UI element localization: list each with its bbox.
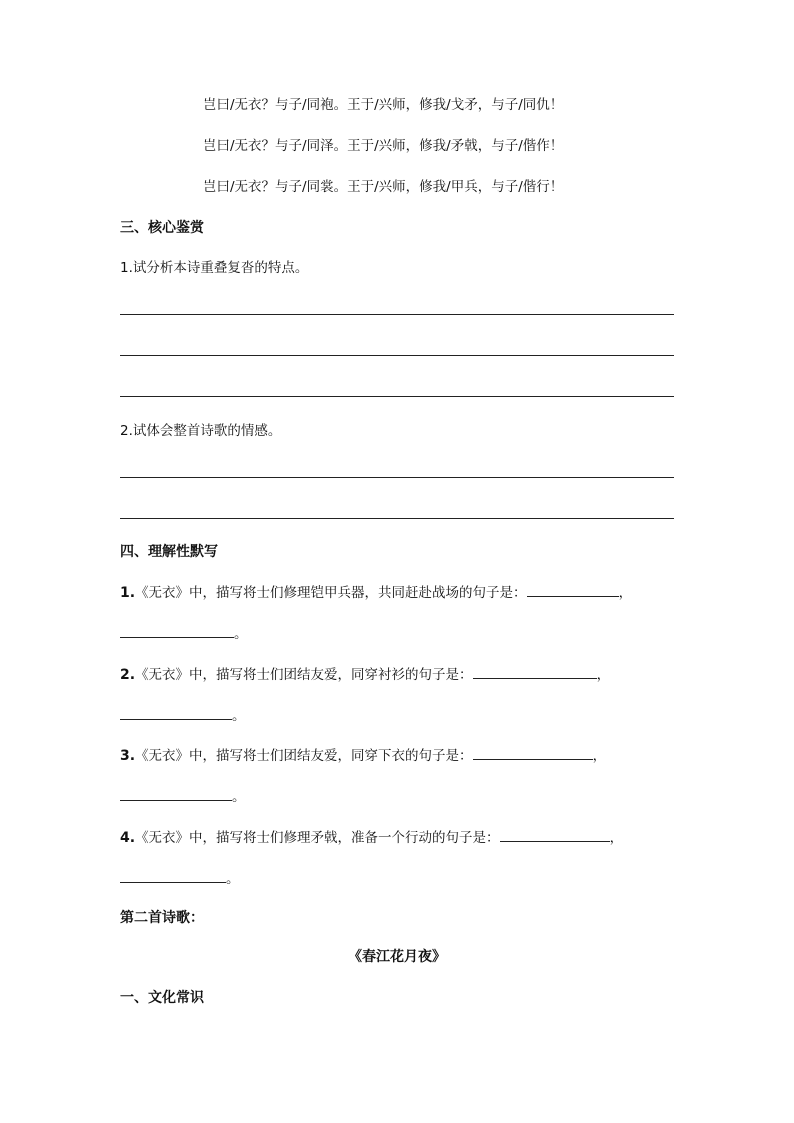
- fill-item-number: 2.: [120, 667, 136, 683]
- fill-blank[interactable]: [527, 582, 619, 597]
- fill-comma: ，: [596, 667, 611, 683]
- fill-item-text: 《无衣》中，描写将士们团结友爱，同穿下衣的句子是：: [135, 748, 473, 764]
- fill-item-text: 《无衣》中，描写将士们修理矛戟，准备一个行动的句子是：: [135, 830, 500, 846]
- poem-line-2: 岂曰/无衣？与子/同泽。王于/兴师，修我/矛戟，与子/偕作！: [203, 138, 564, 154]
- fill-blank[interactable]: [120, 623, 234, 638]
- fill-item-3-continuation: [120, 786, 246, 807]
- fill-item-1-continuation: [120, 623, 248, 644]
- fill-item-2-continuation: [120, 705, 246, 726]
- fill-blank[interactable]: [120, 868, 226, 883]
- fill-item-4-continuation: [120, 868, 240, 889]
- fill-blank[interactable]: [473, 745, 593, 760]
- fill-item-number: 4.: [120, 830, 136, 846]
- fill-comma: ，: [609, 830, 624, 846]
- fill-blank[interactable]: [120, 705, 232, 720]
- fill-end: 。: [232, 789, 246, 805]
- second-poem-title: 《春江花月夜》: [348, 949, 446, 965]
- answer-line[interactable]: [120, 355, 674, 356]
- fill-end: 。: [232, 708, 246, 724]
- fill-item-3: [120, 745, 606, 766]
- fill-item-1: [120, 582, 632, 603]
- section-4-heading: 四、理解性默写: [120, 544, 218, 560]
- section-3-heading: 三、核心鉴赏: [120, 220, 204, 236]
- fill-item-text: 《无衣》中，描写将士们团结友爱，同穿衬衫的句子是：: [135, 667, 473, 683]
- fill-item-4: [120, 827, 623, 848]
- question-2: 2.试体会整首诗歌的情感。: [120, 423, 282, 439]
- answer-line[interactable]: [120, 314, 674, 315]
- fill-comma: ，: [618, 585, 633, 601]
- answer-line[interactable]: [120, 477, 674, 478]
- culture-section-heading: 一、文化常识: [120, 990, 204, 1006]
- fill-end: 。: [234, 626, 248, 642]
- poem-line-1: 岂曰/无衣？与子/同袍。王于/兴师，修我/戈矛，与子/同仇！: [203, 97, 564, 113]
- fill-item-text: 《无衣》中，描写将士们修理铠甲兵器，共同赶赴战场的句子是：: [135, 585, 527, 601]
- fill-item-2: [120, 664, 610, 685]
- fill-blank[interactable]: [473, 664, 597, 679]
- fill-blank[interactable]: [120, 786, 232, 801]
- answer-line[interactable]: [120, 518, 674, 519]
- poem-line-3: 岂曰/无衣？与子/同裳。王于/兴师，修我/甲兵，与子/偕行！: [203, 179, 564, 195]
- fill-item-number: 1.: [120, 585, 136, 601]
- question-1: 1.试分析本诗重叠复沓的特点。: [120, 260, 309, 276]
- fill-comma: ，: [592, 748, 607, 764]
- fill-blank[interactable]: [500, 827, 610, 842]
- answer-line[interactable]: [120, 396, 674, 397]
- fill-end: 。: [226, 871, 240, 887]
- fill-item-number: 3.: [120, 748, 136, 764]
- second-poem-label: 第二首诗歌：: [120, 910, 204, 926]
